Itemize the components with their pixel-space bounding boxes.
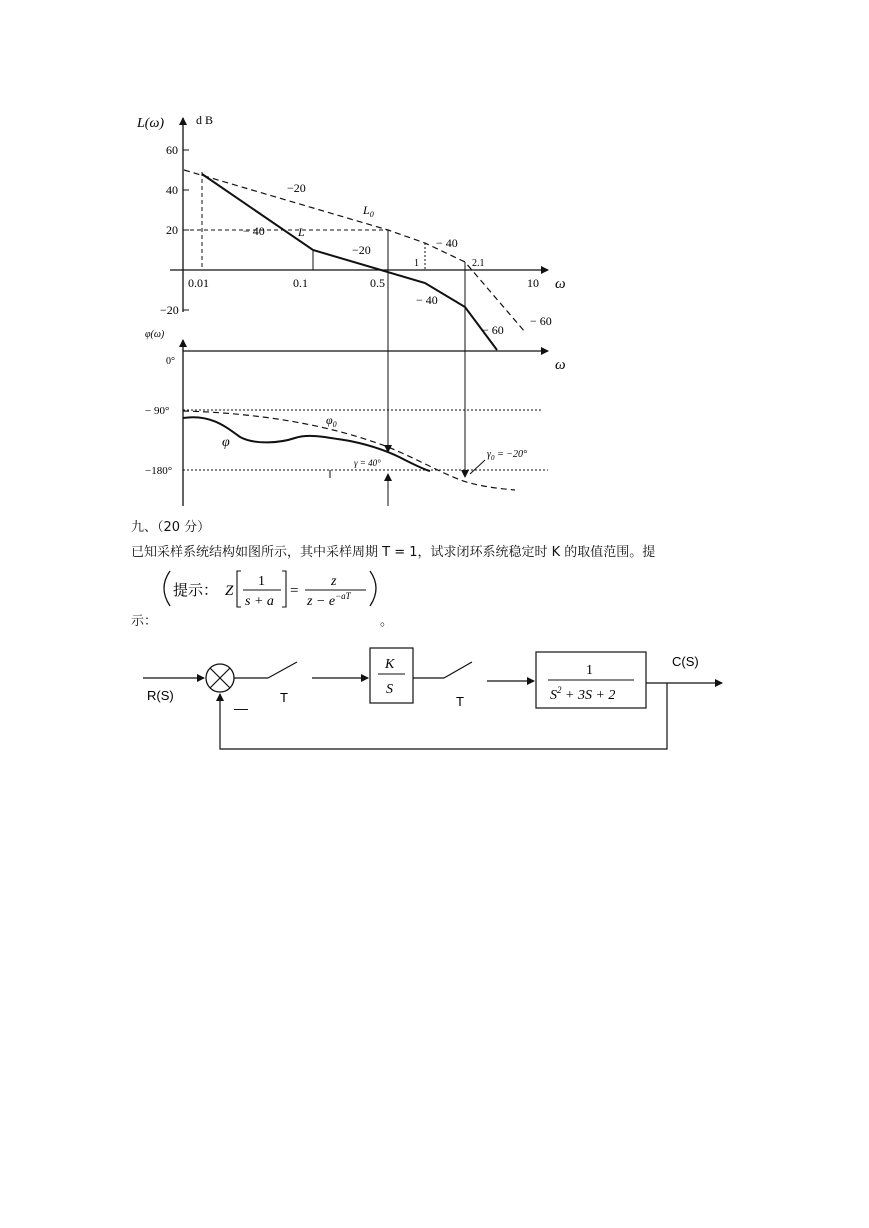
freq-tick-0.01: 0.01 (188, 276, 209, 290)
freq-tick-10: 10 (527, 276, 539, 290)
mag-tick-20: 20 (166, 223, 178, 237)
break-tick-1: 1 (414, 258, 419, 269)
L-corrected-line (202, 174, 497, 350)
hint-formula (164, 571, 376, 609)
input-label: R(S) (147, 688, 174, 703)
integrator-numerator: K (385, 657, 395, 672)
bode-magnitude-plot (136, 113, 566, 350)
hint-equals: = (290, 583, 299, 599)
freq-tick-0.1: 0.1 (293, 276, 308, 290)
slope-label-7: − 60 (530, 314, 552, 328)
break-tick-2.1: 2.1 (472, 258, 485, 269)
block-diagram (143, 648, 722, 749)
hint-rhs-numerator: z (331, 574, 337, 589)
phi-curve (183, 417, 430, 471)
output-label: C(S) (672, 654, 699, 669)
plant-numerator: 1 (586, 663, 593, 678)
sampler-1-label: T (280, 690, 288, 705)
phi0-label: $\varphi_0$ (326, 413, 337, 429)
mag-tick-60: 60 (166, 143, 178, 157)
slope-label-1: −20 (287, 181, 306, 195)
problem-statement: 已知采样系统结构如图所示，其中采样周期 T = 1，试求闭环系统稳定时 K 的取值范围。提 (131, 545, 656, 560)
gamma0-label: $\gamma_0 = -20^\circ$ (487, 449, 527, 462)
problem-heading: 九、（20 分） (131, 520, 211, 535)
z-transform-symbol: Z (225, 583, 234, 599)
plant-denominator: $S^2 + 3S + 2$ (550, 685, 616, 703)
omega-label-phase: ω (555, 357, 566, 373)
phase-tick-180: −180° (145, 465, 173, 477)
slope-label-3: −20 (352, 243, 371, 257)
slope-label-2: − 40 (243, 224, 265, 238)
minus-sign: — (234, 700, 248, 716)
phase-tick-0: 0° (166, 356, 175, 367)
hint-prefix: 示： (131, 614, 158, 629)
slope-label-5: − 40 (416, 293, 438, 307)
sampler-switch-2 (444, 662, 472, 678)
L0-curve-label: $L_0$ (363, 203, 374, 219)
hint-numerator: 1 (258, 574, 265, 589)
hint-label: 提示： (173, 583, 219, 599)
freq-tick-0.5: 0.5 (370, 276, 385, 290)
integrator-denominator: S (386, 682, 393, 697)
sampler-2-label: T (456, 694, 464, 709)
mag-unit-label: d B (196, 113, 214, 127)
mag-axis-label: L(ω) (137, 116, 164, 131)
hint-denominator: s + a (245, 594, 274, 609)
omega-label-mag: ω (555, 276, 566, 292)
mag-tick-neg20: −20 (160, 303, 179, 317)
phase-axis-label: φ(ω) (145, 329, 165, 340)
phi-label: φ (222, 435, 230, 450)
hint-rhs-denominator: $z - e^{-aT}$ (307, 591, 351, 609)
mag-tick-40: 40 (166, 183, 178, 197)
hint-suffix: 。 (380, 614, 394, 629)
slope-label-4: − 40 (436, 236, 458, 250)
slope-label-6: − 60 (482, 323, 504, 337)
phase-tick-90: − 90° (145, 405, 170, 417)
sampler-switch-1 (268, 662, 297, 678)
L-curve-label: L (298, 225, 305, 239)
gamma-label: γ = 40° (354, 458, 381, 468)
bode-phase-plot (145, 230, 566, 506)
